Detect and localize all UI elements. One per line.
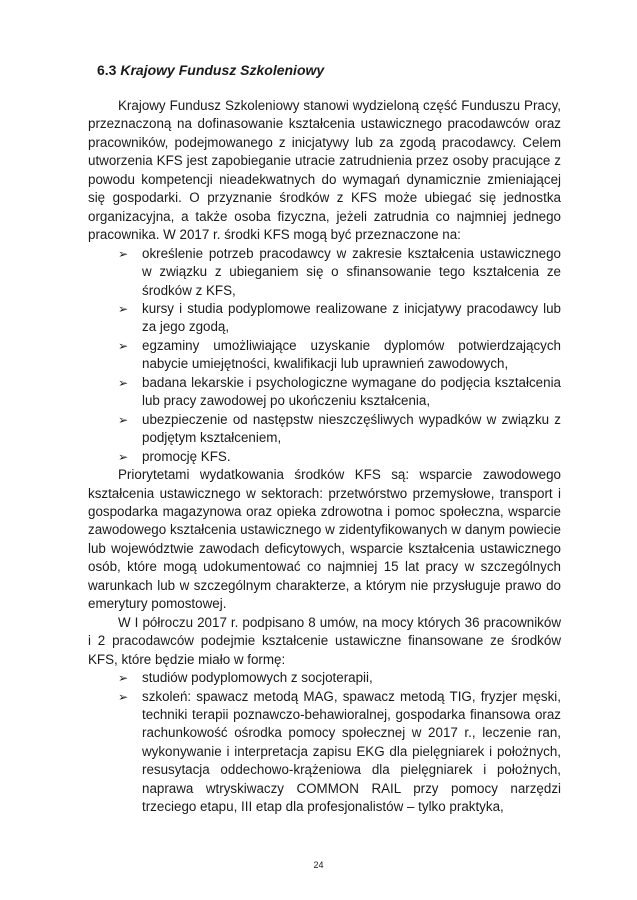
arrow-bullet-icon: ➢	[118, 449, 129, 464]
page-number: 24	[313, 860, 324, 870]
forms-list	[88, 669, 561, 817]
list-item: ➢ szkoleń: spawacz metodą MAG, spawacz metodą TIG, fryzjer męski, techniki terapii poznawczo-behawioralnej, gospodarka finansowa oraz rachunkowość ośrodka pomocy społecznej w 2017 r., leczenie ran, wykonywanie i interpretacja zapisu EKG dla pielęgniarek i położnych, resusytacja oddechowo-krążeniowa dla pielęgniarek i położnych, naprawa wtryskiwaczy COMMON RAIL przy pomocy narzędzi trzeciego etapu, III etap dla profesjonalistów – tylko praktyka,	[118, 688, 561, 815]
arrow-bullet-icon: ➢	[118, 246, 129, 261]
paragraph-agreements: W I półroczu 2017 r. podpisano 8 umów, na mocy których 36 pracowników i 2 pracodawców podejmie kształcenie ustawiczne finansowane ze środków KFS, które będzie miało w formę:	[88, 614, 561, 667]
list-item: ➢ ubezpieczenie od następstw nieszczęśliwych wypadków w związku z podjętym kształceniem,	[118, 411, 561, 446]
section-body	[88, 97, 561, 817]
list-item: ➢ badana lekarskie i psychologiczne wymagane do podjęcia kształcenia lub pracy zawodowej po ukończeniu kształcenia,	[118, 374, 561, 409]
list-item: ➢ studiów podyplomowych z socjoterapii,	[118, 669, 561, 687]
list-item: ➢ egzaminy umożliwiające uzyskanie dyplomów potwierdzających nabycie umiejętności, kwalifikacji lub uprawnień zawodowych,	[118, 337, 561, 372]
arrow-bullet-icon: ➢	[118, 375, 129, 390]
section-title: Krajowy Fundusz Szkoleniowy	[120, 62, 325, 78]
section-number: 6.3	[97, 62, 117, 78]
paragraph-intro: Krajowy Fundusz Szkoleniowy stanowi wydzieloną część Funduszu Pracy, przeznaczoną na dofinasowanie kształcenia ustawicznego pracodawców oraz pracowników, podejmowanego z inicjatywy lub za zgodą pracodawcy. Celem utworzenia KFS jest zapobieganie utracie zatrudnienia przez osoby pracujące z powodu kompetencji nieadekwatnych do wymagań dynamicznie zmieniającej się gospodarki. O przyznanie środków z KFS może ubiegać się jednostka organizacyjna, a także osoba fizyczna, jeżeli zatrudnia co najmniej jednego pracownika. W 2017 r. środki KFS mogą być przeznaczone na:	[88, 98, 561, 243]
list-item: ➢ określenie potrzeb pracodawcy w zakresie kształcenia ustawicznego w związku z ubieganiem się o sfinansowanie tego kształcenia ze środków z KFS,	[118, 245, 561, 298]
arrow-bullet-icon: ➢	[118, 689, 129, 704]
arrow-bullet-icon: ➢	[118, 412, 129, 427]
section-heading	[97, 62, 324, 78]
purposes-list	[88, 245, 561, 466]
arrow-bullet-icon: ➢	[118, 338, 129, 353]
paragraph-priorities: Priorytetami wydatkowania środków KFS są: wsparcie zawodowego kształcenia ustawicznego w sektorach: przetwórstwo przemysłowe, transport i gospodarka magazynowa oraz opieka zdrowotna i pomoc społeczna, wsparcie zawodowego kształcenia ustawicznego w zidentyfikowanych w danym powiecie lub województwie zawodach deficytowych, wsparcie kształcenia ustawicznego osób, które mogą udokumentować co najmniej 15 lat pracy w szczególnych warunkach lub w szczególnym charakterze, a którym nie przysługuje prawo do emerytury pomostowej.	[88, 467, 561, 612]
arrow-bullet-icon: ➢	[118, 671, 129, 686]
arrow-bullet-icon: ➢	[118, 301, 129, 316]
list-item: ➢ kursy i studia podyplomowe realizowane z inicjatywy pracodawcy lub za jego zgodą,	[118, 300, 561, 335]
list-item: ➢ promocję KFS.	[118, 448, 561, 466]
